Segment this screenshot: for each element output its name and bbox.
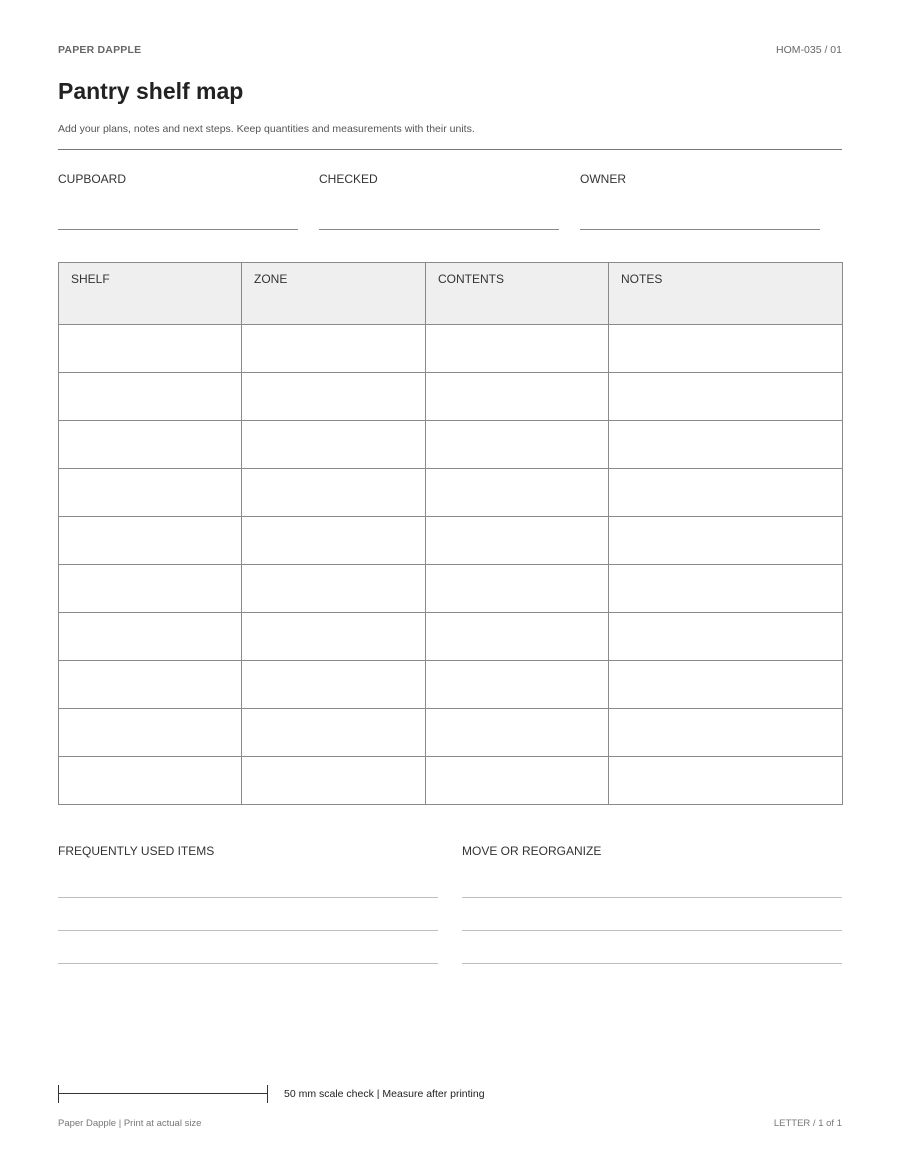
table-cell-notes[interactable] — [609, 469, 843, 517]
table-cell-contents[interactable] — [426, 565, 609, 613]
table-cell-zone[interactable] — [242, 325, 426, 373]
table-cell-contents[interactable] — [426, 421, 609, 469]
table-cell-zone[interactable] — [242, 469, 426, 517]
table-cell-notes[interactable] — [609, 613, 843, 661]
cupboard-field[interactable] — [58, 172, 298, 230]
table-cell-notes[interactable] — [609, 757, 843, 805]
table-cell-shelf[interactable] — [59, 613, 242, 661]
table-row — [59, 565, 843, 613]
move-reorganize-line[interactable] — [462, 963, 842, 964]
table-cell-shelf[interactable] — [59, 469, 242, 517]
column-header-shelf: SHELF — [59, 263, 242, 325]
frequently-used-line[interactable] — [58, 930, 438, 931]
table-cell-zone[interactable] — [242, 613, 426, 661]
cupboard-write-line[interactable] — [58, 229, 298, 230]
owner-write-line[interactable] — [580, 229, 820, 230]
column-header-contents: CONTENTS — [426, 263, 609, 325]
table-row — [59, 517, 843, 565]
table-cell-shelf[interactable] — [59, 325, 242, 373]
table-cell-zone[interactable] — [242, 421, 426, 469]
table-row — [59, 613, 843, 661]
table-cell-shelf[interactable] — [59, 421, 242, 469]
table-cell-zone[interactable] — [242, 757, 426, 805]
table-cell-notes[interactable] — [609, 709, 843, 757]
table-cell-zone[interactable] — [242, 709, 426, 757]
table-row — [59, 757, 843, 805]
table-row — [59, 709, 843, 757]
frequently-used-label: FREQUENTLY USED ITEMS — [58, 844, 215, 858]
table-cell-shelf[interactable] — [59, 373, 242, 421]
table-cell-contents[interactable] — [426, 661, 609, 709]
column-header-notes: NOTES — [609, 263, 843, 325]
scale-bar-end-tick — [267, 1085, 268, 1103]
page-title: Pantry shelf map — [58, 78, 244, 104]
table-cell-shelf[interactable] — [59, 661, 242, 709]
document-id: HOM-035 / 01 — [776, 44, 842, 56]
frequently-used-line[interactable] — [58, 897, 438, 898]
table-cell-contents[interactable] — [426, 373, 609, 421]
move-reorganize-label: MOVE OR REORGANIZE — [462, 844, 602, 858]
table-cell-contents[interactable] — [426, 709, 609, 757]
table-row — [59, 421, 843, 469]
table-cell-notes[interactable] — [609, 517, 843, 565]
table-cell-contents[interactable] — [426, 325, 609, 373]
move-reorganize-line[interactable] — [462, 930, 842, 931]
owner-label: OWNER — [580, 172, 626, 186]
table-cell-shelf[interactable] — [59, 709, 242, 757]
frequently-used-line[interactable] — [58, 963, 438, 964]
table-row — [59, 373, 843, 421]
table-cell-notes[interactable] — [609, 421, 843, 469]
table-cell-shelf[interactable] — [59, 757, 242, 805]
table-cell-notes[interactable] — [609, 373, 843, 421]
table-cell-notes[interactable] — [609, 565, 843, 613]
checked-field[interactable] — [319, 172, 559, 230]
header-divider — [58, 149, 842, 150]
table-header-row — [59, 263, 843, 325]
table-cell-contents[interactable] — [426, 613, 609, 661]
cupboard-label: CUPBOARD — [58, 172, 127, 186]
scale-bar-line — [58, 1093, 267, 1094]
table-cell-contents[interactable] — [426, 517, 609, 565]
table-cell-zone[interactable] — [242, 661, 426, 709]
shelf-table — [58, 262, 843, 805]
table-cell-shelf[interactable] — [59, 565, 242, 613]
table-cell-zone[interactable] — [242, 565, 426, 613]
scale-bar — [58, 1085, 268, 1103]
frequently-used-section — [58, 844, 438, 966]
table-cell-notes[interactable] — [609, 325, 843, 373]
scale-bar-start-tick — [58, 1085, 59, 1103]
table-row — [59, 325, 843, 373]
table-cell-zone[interactable] — [242, 373, 426, 421]
move-reorganize-line[interactable] — [462, 897, 842, 898]
scale-check-label: 50 mm scale check | Measure after printing — [284, 1088, 485, 1100]
table-cell-contents[interactable] — [426, 469, 609, 517]
table-cell-contents[interactable] — [426, 757, 609, 805]
page-subtitle: Add your plans, notes and next steps. Keep quantities and measurements with their units. — [58, 123, 475, 135]
column-header-zone: ZONE — [242, 263, 426, 325]
checked-label: CHECKED — [319, 172, 378, 186]
footer-left: Paper Dapple | Print at actual size — [58, 1118, 202, 1129]
owner-field[interactable] — [580, 172, 820, 230]
brand-name: PAPER DAPPLE — [58, 44, 142, 56]
table-row — [59, 469, 843, 517]
table-cell-shelf[interactable] — [59, 517, 242, 565]
table-cell-zone[interactable] — [242, 517, 426, 565]
table-body — [59, 325, 843, 805]
move-reorganize-section — [462, 844, 842, 966]
checked-write-line[interactable] — [319, 229, 559, 230]
table-cell-notes[interactable] — [609, 661, 843, 709]
table-row — [59, 661, 843, 709]
footer-right: LETTER / 1 of 1 — [773, 1118, 842, 1129]
